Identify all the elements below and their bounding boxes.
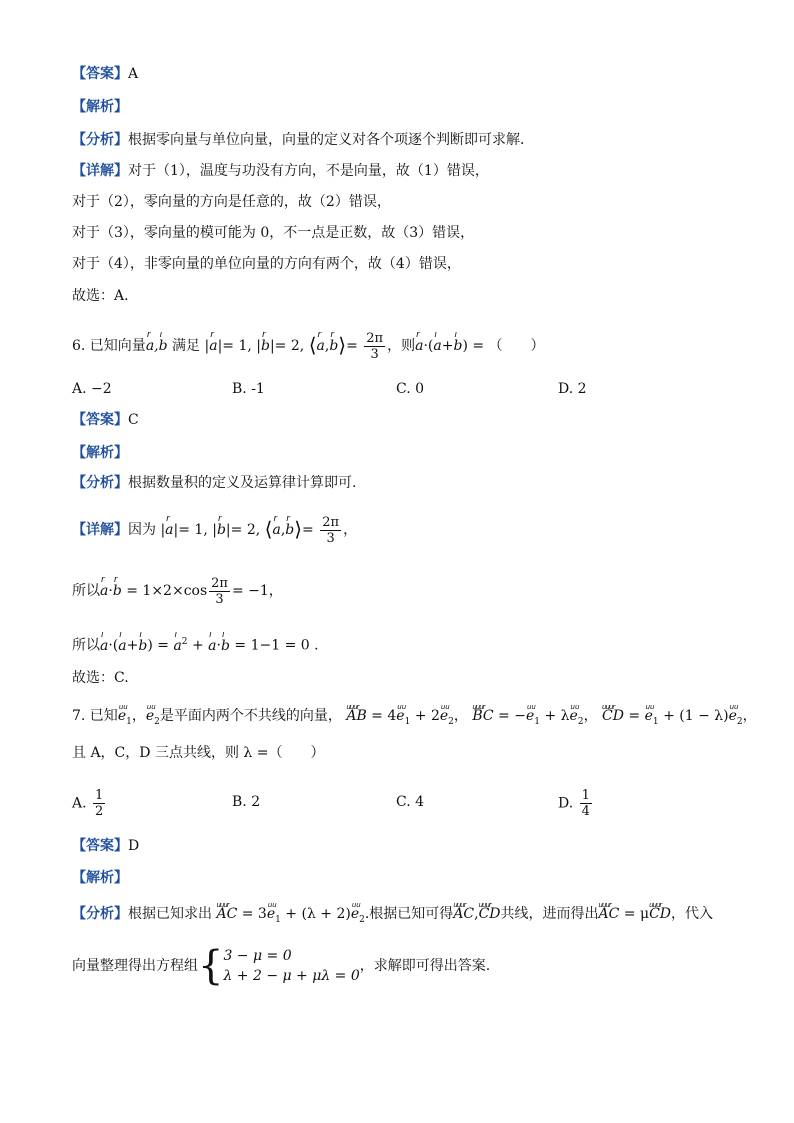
q7-answer-line: 【答案】D: [72, 838, 140, 854]
fraction: $\frac{1}{2}$: [95, 788, 104, 819]
q6-option-c: C. 0: [396, 381, 425, 397]
fraction: $\frac{1}{4}$: [581, 788, 590, 819]
q5-analysis-tag: 【解析】: [72, 99, 128, 115]
equation-system: 3 − μ = 0 λ + 2 − μ + μλ = 0: [223, 948, 360, 984]
answer-tag: 【答案】: [72, 66, 128, 82]
q6-detail-line-2: 所以r a·r b = 1×2×cos $\frac{2\pi}{3}$ = −1，: [72, 574, 283, 608]
q6-answer-line: 【答案】C: [72, 412, 139, 428]
q5-detail-line-1: 【详解】对于（1），温度与功没有方向，不是向量，故（1）错误，: [72, 163, 489, 179]
q5-fenxi-line: 【分析】根据零向量与单位向量，向量的定义对各个项逐个判断即可求解．: [72, 132, 534, 148]
q6-detail-line-1: 【详解】因为 |r a|= 1, |r b|= 2, ⟨r a,r b⟩= $\frac{2\pi}{3}$ ，: [72, 512, 357, 547]
q6-detail-line-3: 所以ı a·(ı a+ı b) = ı $a^2$ + ı a·ı b = 1−1 = 0 .: [72, 632, 319, 656]
q7-option-d: D. $\frac{1}{4}$: [558, 788, 590, 819]
q5-conclusion: 故选：A．: [72, 288, 139, 304]
q7-stem-line-1: 7. 已知uu $e_1$，uu $e_2$是平面内两个不共线的向量， uuur AB = 4uu $e_1 + 2uu$ $e_2$， uuur BC = −uu $e_1 + \lambda uu$ $e_2$， uuur CD = uu $e_1 + (1 - \lambda)uu$ $e_2$，: [72, 706, 757, 732]
answer-value: A: [128, 66, 139, 82]
q7-option-a: A. $\frac{1}{2}$: [72, 788, 104, 819]
q7-analysis-tag: 【解析】: [72, 870, 128, 886]
q6-conclusion: 故选：C.: [72, 670, 129, 686]
q6-option-b: B. -1: [232, 381, 265, 397]
q7-stem-line-2: 且 A，C，D 三点共线，则 λ =（ ）: [72, 745, 325, 761]
q6-option-a: A. −2: [72, 381, 112, 397]
q5-detail-line-2: 对于（2），零向量的方向是任意的，故（2）错误，: [72, 194, 391, 210]
fraction: $\frac{2\pi}{3}$: [366, 330, 384, 362]
q6-fenxi-line: 【分析】根据数量积的定义及运算律计算即可.: [72, 475, 357, 491]
q6-analysis-tag: 【解析】: [72, 445, 128, 461]
q5-detail-line-3: 对于（3），零向量的模可能为 0，不一点是正数，故（3）错误，: [72, 225, 475, 241]
q7-option-c: C. 4: [396, 794, 425, 810]
q7-fenxi-line-2: 向量整理得出方程组{3 − μ = 0 λ + 2 − μ + μλ = 0，求解即可得出答案.: [72, 943, 491, 989]
q7-fenxi-line-1: 【分析】根据已知求出 uuur AC = 3uu $e_1 + (\lambda + 2)uu$ $e_2$.根据已知可得uuur AC,uuur CD共线，进而得出uuur AC = μuuur CD，代入: [72, 904, 713, 930]
q7-option-b: B. 2: [232, 794, 261, 810]
system-brace: {: [198, 943, 224, 989]
q6-stem: 6. 已知向量r a,ı b 满足 |r a|= 1, |r b|= 2, ⟨r a,r b⟩= $\frac{2\pi}{3}$ ，则r a·(ı a+ı b) = （ ）: [72, 328, 545, 363]
q6-option-d: D. 2: [558, 381, 587, 397]
q5-answer-line: [72, 64, 138, 84]
q5-detail-line-4: 对于（4），非零向量的单位向量的方向有两个，故（4）错误，: [72, 256, 461, 272]
